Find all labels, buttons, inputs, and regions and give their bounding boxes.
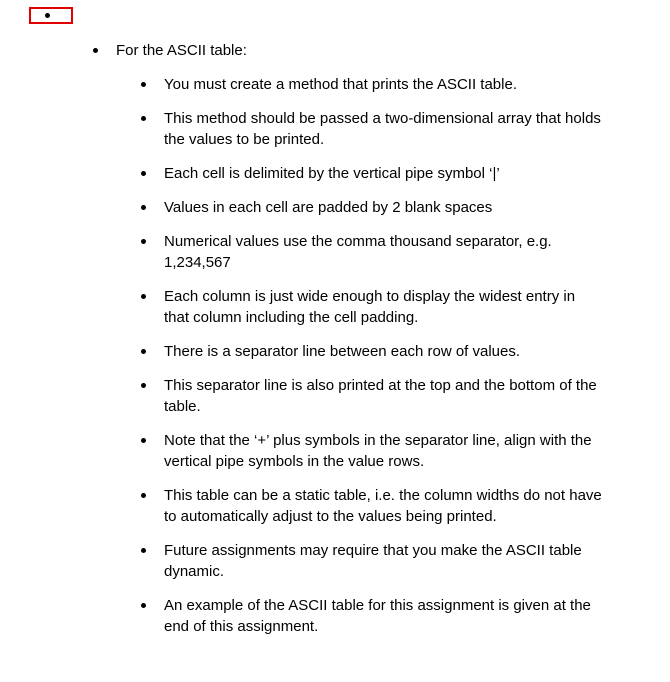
bullet-dot — [141, 116, 146, 121]
bullet-dot — [141, 239, 146, 244]
list-item — [138, 540, 604, 582]
bullet-dot — [93, 48, 98, 53]
list-item — [138, 286, 604, 328]
list-item-text: Note that the ‘+’ plus symbols in the separator line, align with the vertical pipe symbols in the value rows. — [164, 432, 592, 470]
list-item — [138, 430, 604, 472]
list-item-ascii-table — [90, 40, 610, 61]
list-item — [138, 108, 604, 150]
bullet-dot — [141, 294, 146, 299]
bullet-dot — [141, 603, 146, 608]
bullet-dot — [141, 205, 146, 210]
bullet-dot — [141, 171, 146, 176]
list-item-text: This method should be passed a two-dimensional array that holds the values to be printed. — [164, 110, 601, 148]
list-item — [138, 231, 604, 273]
list-item-text: Numerical values use the comma thousand separator, e.g. 1,234,567 — [164, 233, 552, 271]
list-item — [138, 375, 604, 417]
bullet-dot — [141, 349, 146, 354]
bullet-dot — [141, 438, 146, 443]
list-item — [138, 595, 604, 637]
list-item-text: Each cell is delimited by the vertical pipe symbol ‘|’ — [164, 165, 500, 182]
list-item-text: For the ASCII table: — [116, 42, 247, 59]
list-item — [138, 197, 604, 218]
bullet-list — [90, 40, 610, 650]
sub-bullet-list — [90, 74, 610, 637]
list-item-text: This table can be a static table, i.e. the column widths do not have to automatically adjust to the values being printed. — [164, 487, 602, 525]
list-item-text: Values in each cell are padded by 2 blank spaces — [164, 199, 493, 216]
bullet-dot — [141, 383, 146, 388]
list-item-text: An example of the ASCII table for this assignment is given at the end of this assignment. — [164, 597, 591, 635]
list-item — [138, 341, 604, 362]
empty-bullet-dot — [45, 13, 50, 18]
list-item — [138, 485, 604, 527]
empty-bullet-highlight-box — [29, 7, 73, 24]
list-item-text: You must create a method that prints the ASCII table. — [164, 76, 517, 93]
bullet-dot — [141, 548, 146, 553]
list-item — [138, 74, 604, 95]
list-item-text: This separator line is also printed at the top and the bottom of the table. — [164, 377, 597, 415]
list-item-text: Each column is just wide enough to display the widest entry in that column including the cell padding. — [164, 288, 576, 326]
bullet-dot — [141, 493, 146, 498]
bullet-dot — [141, 82, 146, 87]
list-item-text: There is a separator line between each row of values. — [164, 343, 521, 360]
list-item-text: Future assignments may require that you make the ASCII table dynamic. — [164, 542, 582, 580]
list-item — [138, 163, 604, 184]
